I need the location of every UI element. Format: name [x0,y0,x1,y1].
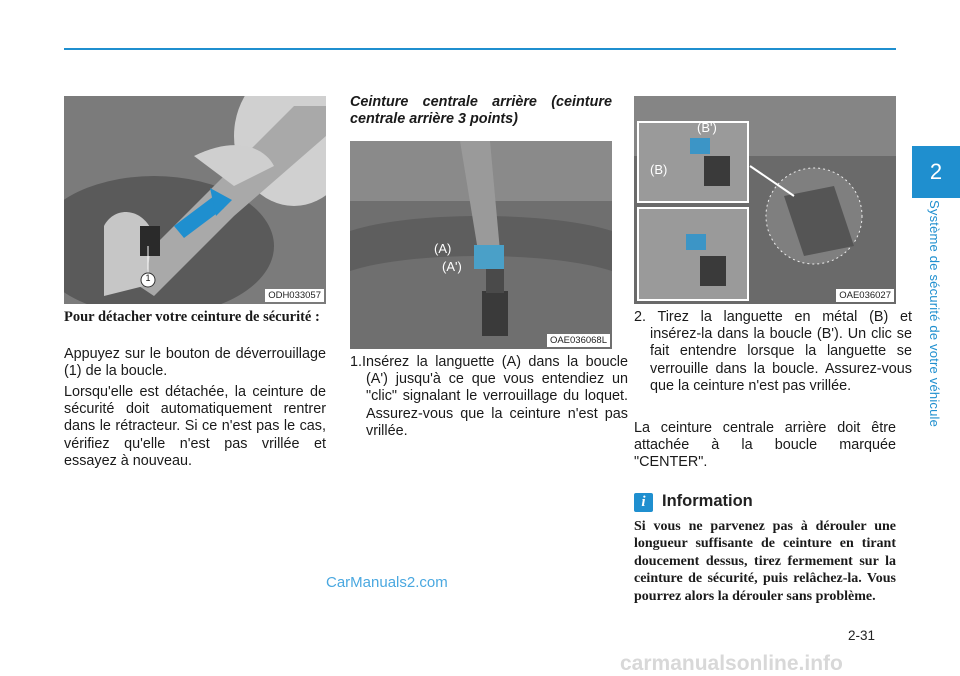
section-heading: Pour détacher votre ceinture de sécurité : [64,309,320,325]
label-b: (B) [650,162,668,177]
figure-center-buckle-b [634,96,896,304]
figure-code: OAE036068L [547,334,610,347]
label-a: (A) [434,241,452,256]
chapter-title: Système de sécurité de votre véhicule [927,200,942,428]
figure-code: OAE036027 [836,289,894,302]
label-b-prime: (B') [697,120,717,135]
callout-1: 1 [145,273,151,283]
header-rule [64,48,896,50]
figure-unbuckle [64,96,326,304]
info-text: Si vous ne parvenez pas à dérouler une longueur suffisante de ceinture en tirant doucement dessus, tirez fermement sur la ceinture de sécurité, puis relâchez-la. Vous pourrez alors la dérouler sans problème. [634,519,896,604]
figure-center-buckle [350,141,612,349]
figure-code: ODH033057 [265,289,324,302]
label-a-prime: (A') [442,259,462,274]
step-2: 2. Tirez la languette en métal (B) et insérez-la dans la boucle (B'). Un clic se fait entendre lorsque la languette se verrouille dans la boucle. Assurez-vous que la ceinture n'est pas vrillée. [634,309,912,394]
page-number: 2-31 [848,628,876,643]
step-1: 1.Insérez la languette (A) dans la boucle (A') jusqu'à ce que vous entendiez un "clic" signalant le verrouillage du loquet. Assurez-vous que la ceinture n'est pas vrillée. [350,354,628,439]
paragraph: La ceinture centrale arrière doit être attachée à la boucle marquée "CENTER". [634,420,896,471]
section-heading: Ceinture centrale arrière (ceinture centrale arrière 3 points) [350,94,612,127]
info-icon: i [634,493,653,512]
footer-watermark: carmanualsonline.info [620,652,843,675]
watermark-link[interactable]: CarManuals2.com [326,574,448,591]
paragraph: Appuyez sur le bouton de déverrouillage (1) de la boucle. [64,346,326,380]
paragraph: Lorsqu'elle est détachée, la ceinture de sécurité doit automatiquement rentrer dans le rétracteur. Si ce n'est pas le cas, vérifiez qu'elle n'est pas vrillée et essayez à nouveau. [64,384,326,469]
info-title: Information [662,492,753,510]
chapter-number-tab: 2 [912,146,960,198]
